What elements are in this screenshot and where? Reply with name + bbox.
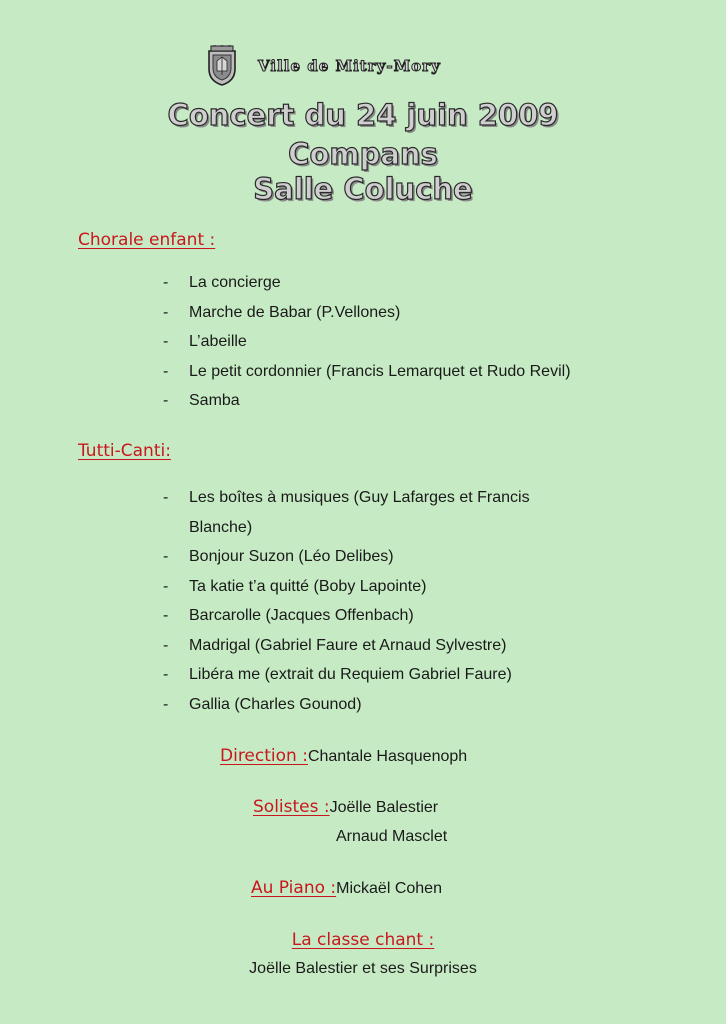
list-item [163,631,530,661]
dash-marker: - [163,607,169,624]
classe-value: Joëlle Balestier et ses Surprises [249,960,477,977]
town-crest-icon [205,45,239,87]
song-title: Ta katie t’a quitté (Boby Lapointe) [189,577,427,595]
town-header [0,44,726,94]
town-name: Ville de Mitry-Mory [258,57,441,75]
dash-marker: - [163,362,169,380]
song-title: Les boîtes à musiques (Guy Lafarges et Francis [189,489,530,506]
song-title: Samba [189,392,240,409]
song-title: Barcarolle (Jacques Offenbach) [189,607,414,624]
list-item [163,386,571,416]
concert-city: Compans [288,137,438,171]
classe-credit-heading [0,930,726,950]
solistes-credit-2 [336,828,447,846]
dash-marker: - [163,274,169,291]
solistes-label: Solistes : [253,797,330,817]
list-item [163,601,530,631]
dash-marker: - [163,695,169,713]
dash-marker: - [163,489,169,506]
classe-credit-value [0,960,726,978]
dash-marker: - [163,392,169,409]
song-title: Marche de Babar (P.Vellones) [189,303,401,321]
list-item [163,542,530,572]
list-item [163,483,530,513]
dash-marker: - [163,333,169,350]
song-title: L’abeille [189,333,247,350]
direction-credit [220,746,467,766]
song-title: Le petit cordonnier (Francis Lemarquet et Rudo Revil) [189,362,571,380]
piano-value: Mickaël Cohen [336,880,442,897]
song-title: La concierge [189,274,281,291]
song-title: Blanche) [189,518,253,536]
classe-label: La classe chant : [291,930,435,950]
chorale-list [163,268,571,416]
song-title: Madrigal (Gabriel Faure et Arnaud Sylvestre) [189,636,507,654]
tutti-heading: Tutti-Canti: [78,441,171,461]
dash-marker: - [163,666,169,683]
solistes-credit [253,797,438,817]
dash-marker: - [163,577,169,595]
concert-venue: Salle Coluche [253,172,473,206]
list-item [163,357,571,387]
list-item [163,298,571,328]
direction-value: Chantale Hasquenoph [307,748,468,765]
dash-marker: - [163,636,169,654]
solistes-value-1: Joëlle Balestier [329,799,439,816]
piano-credit [251,878,442,898]
piano-label: Au Piano : [251,878,337,898]
direction-label: Direction : [220,746,308,766]
list-item-continuation [163,513,530,543]
concert-title: Concert du 24 juin 2009 [167,98,559,132]
chorale-heading: Chorale enfant : [78,230,216,250]
list-item [163,690,530,720]
list-item [163,268,571,298]
dash-marker: - [163,303,169,321]
list-item [163,327,571,357]
song-title: Bonjour Suzon (Léo Delibes) [189,548,394,565]
list-item [163,572,530,602]
song-title: Gallia (Charles Gounod) [189,695,362,713]
song-title: Libéra me (extrait du Requiem Gabriel Faure) [189,666,512,683]
dash-marker: - [163,548,169,565]
solistes-value-2: Arnaud Masclet [336,828,448,845]
tutti-list [163,483,530,719]
list-item [163,660,530,690]
